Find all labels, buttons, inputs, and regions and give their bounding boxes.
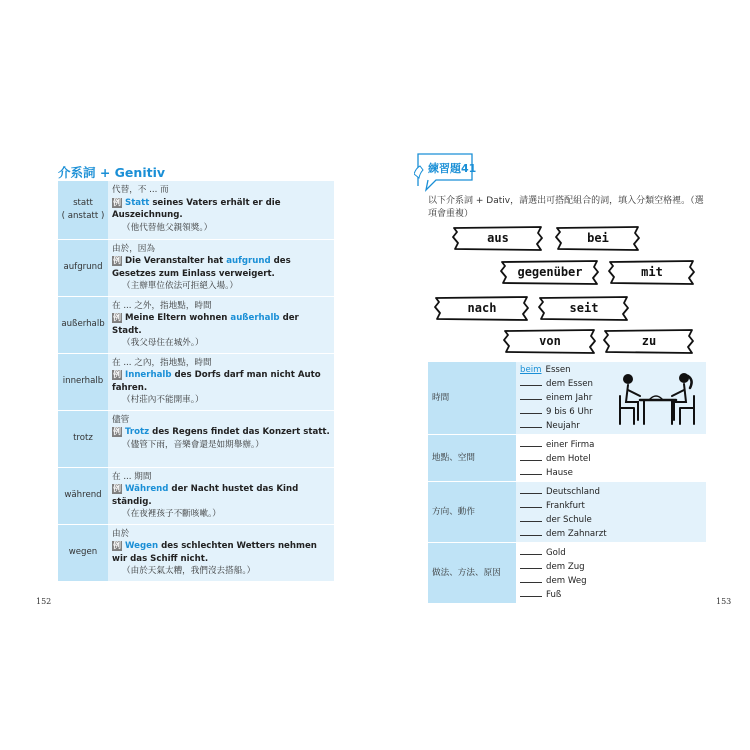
- word-text: mit: [641, 265, 663, 279]
- translation: （他代替他父親領獎。）: [122, 222, 213, 233]
- preposition-row: [58, 467, 334, 524]
- filled-answer: beim: [520, 365, 542, 375]
- blank-slot: [520, 545, 702, 559]
- preposition: innerhalb: [62, 376, 104, 387]
- preposition: wegen: [68, 547, 98, 558]
- preposition-content: [108, 524, 334, 581]
- category-slots: [516, 482, 706, 543]
- meaning: 在 ... 之內，指地點，時間: [112, 357, 212, 368]
- example-before: Meine Eltern wohnen: [125, 313, 231, 323]
- meaning: 代替，不 ... 而: [112, 185, 169, 195]
- word-text: aus: [487, 231, 509, 245]
- example-label: 例: [113, 484, 121, 493]
- blank-line[interactable]: [520, 587, 542, 597]
- category-row: [428, 362, 706, 435]
- preposition-cell: [58, 467, 108, 524]
- preposition-cell: [58, 410, 108, 467]
- preposition-content: [108, 239, 334, 296]
- preposition-cell: [58, 181, 108, 239]
- blank-line[interactable]: [520, 484, 542, 494]
- slot-text: Fuß: [546, 590, 562, 600]
- example-sentence: [112, 369, 330, 394]
- blank-line[interactable]: [520, 512, 542, 522]
- preposition-row: [58, 181, 334, 239]
- genitiv-preposition-table: [58, 181, 334, 582]
- translation: （儘管下雨，音樂會還是如期舉辦。）: [122, 439, 264, 450]
- example-label: 例: [113, 541, 121, 550]
- example-label: 例: [113, 256, 121, 265]
- preposition-cell: [58, 296, 108, 353]
- example-sentence: [112, 483, 330, 508]
- preposition-row: [58, 353, 334, 410]
- slot-text: einem Jahr: [546, 393, 593, 403]
- preposition: während: [64, 490, 102, 501]
- word-text: bei: [587, 231, 609, 245]
- meaning: 儘管: [112, 414, 130, 425]
- word-tape-label: [500, 259, 600, 286]
- translation: （由於天氣太糟，我們沒去搭船。）: [122, 566, 256, 576]
- example-highlight: Trotz: [125, 427, 150, 437]
- category-label: 時間: [428, 362, 516, 435]
- category-row: [428, 543, 706, 604]
- blank-slot: [520, 526, 702, 540]
- blank-line[interactable]: [520, 545, 542, 555]
- word-tape-label: [452, 225, 544, 252]
- exercise-instruction: 以下介系詞 + Dativ，請選出可搭配組合的詞，填入分類空格裡。（選項會重複）: [428, 196, 704, 219]
- meaning: 由於: [112, 528, 130, 539]
- blank-line[interactable]: [520, 526, 542, 536]
- slot-text: dem Zahnarzt: [546, 529, 607, 539]
- blank-slot: [520, 587, 702, 601]
- word-tape-label: [608, 259, 696, 286]
- example-highlight: Innerhalb: [125, 370, 172, 380]
- category-label: 方向、動作: [428, 482, 516, 543]
- blank-slot: [520, 437, 702, 451]
- preposition-content: [108, 410, 334, 467]
- blank-slot: [520, 573, 702, 587]
- slot-text: 9 bis 6 Uhr: [546, 407, 593, 417]
- category-label: 地點、空間: [428, 435, 516, 482]
- blank-slot: [520, 484, 702, 498]
- example-label: 例: [113, 313, 121, 322]
- blank-slot: [520, 465, 702, 479]
- preposition-content: [108, 353, 334, 410]
- example-sentence: [112, 312, 330, 337]
- preposition-cell: [58, 239, 108, 296]
- example-after: des schlechten Wetters nehmen wir das Schiff nicht.: [112, 541, 317, 564]
- example-highlight: Wegen: [125, 541, 159, 551]
- slot-text: Frankfurt: [546, 501, 585, 511]
- preposition-cell: [58, 524, 108, 581]
- preposition-row: [58, 410, 334, 467]
- preposition-row: [58, 524, 334, 581]
- preposition: trotz: [73, 433, 93, 444]
- category-table: [428, 362, 706, 604]
- preposition: außerhalb: [61, 319, 105, 330]
- dining-couple-illustration: [616, 370, 698, 428]
- blank-line[interactable]: [520, 390, 542, 400]
- blank-line[interactable]: [520, 404, 542, 414]
- slot-text: der Schule: [546, 515, 592, 525]
- blank-line[interactable]: [520, 418, 542, 428]
- category-row: [428, 482, 706, 543]
- word-tape-label: [434, 295, 530, 322]
- example-after: der Nacht hustet das Kind ständig.: [112, 484, 299, 507]
- category-label: 做法、方法、原因: [428, 543, 516, 604]
- blank-slot: [520, 512, 702, 526]
- slot-text: Deutschland: [546, 487, 600, 497]
- word-text: seit: [569, 301, 599, 315]
- example-label: 例: [113, 427, 121, 436]
- example-sentence: [112, 540, 330, 565]
- example-sentence: [112, 255, 330, 280]
- slot-text: Hause: [546, 468, 573, 478]
- example-sentence: [112, 197, 330, 222]
- translation: （主辦單位依法可拒絕入場。）: [122, 281, 239, 291]
- meaning: 在 ... 期間: [112, 471, 152, 482]
- example-after: des Dorfs darf man nicht Auto fahren.: [112, 370, 321, 393]
- example-after: des Gesetzes zum Einlass verweigert.: [112, 256, 291, 279]
- page-number-right: 153: [716, 597, 732, 606]
- slot-text: dem Weg: [546, 576, 587, 586]
- category-slots: [516, 362, 706, 435]
- category-slots: [516, 435, 706, 482]
- example-after: des Regens findet das Konzert statt.: [149, 427, 330, 437]
- preposition-row: [58, 296, 334, 353]
- word-tape-label: [603, 328, 695, 355]
- blank-slot: [520, 559, 702, 573]
- preposition-content: [108, 296, 334, 353]
- preposition-cell: [58, 353, 108, 410]
- exercise-title: 練習題41: [428, 162, 477, 175]
- word-text: zu: [641, 334, 657, 348]
- slot-text: dem Zug: [546, 562, 585, 572]
- category-row: [428, 435, 706, 482]
- meaning: 由於，因為: [112, 243, 155, 254]
- preposition-content: [108, 181, 334, 239]
- slot-text: Essen: [545, 365, 571, 375]
- blank-line[interactable]: [520, 498, 542, 508]
- preposition: aufgrund: [63, 262, 103, 273]
- blank-slot: [520, 498, 702, 512]
- slot-text: dem Essen: [546, 379, 593, 389]
- word-tape-label: [503, 328, 597, 355]
- word-text: von: [539, 334, 561, 348]
- word-text: nach: [467, 301, 497, 315]
- slot-text: Gold: [546, 548, 566, 558]
- example-label: 例: [113, 370, 121, 379]
- preposition-row: [58, 239, 334, 296]
- example-label: 例: [113, 197, 121, 207]
- section-title: 介系詞 + Genitiv: [58, 165, 166, 180]
- example-highlight: außerhalb: [230, 313, 280, 323]
- category-slots: [516, 543, 706, 604]
- blank-line[interactable]: [520, 559, 542, 569]
- meaning: 在 ... 之外，指地點，時間: [112, 300, 212, 311]
- example-after: der Stadt.: [112, 313, 299, 336]
- translation: （在夜裡孩子不斷咳嗽。）: [122, 509, 221, 519]
- page-number-left: 152: [36, 597, 52, 606]
- translation: （我父母住在城外。）: [122, 338, 204, 348]
- blank-line[interactable]: [520, 437, 542, 447]
- example-highlight: Statt: [125, 197, 150, 208]
- slot-text: dem Hotel: [546, 454, 591, 464]
- example-after: seines Vaters erhält er die Auszeichnung.: [112, 197, 281, 220]
- example-highlight: aufgrund: [226, 256, 271, 266]
- blank-line[interactable]: [520, 376, 542, 386]
- preposition: statt: [73, 198, 93, 209]
- blank-line[interactable]: [520, 573, 542, 583]
- preposition-content: [108, 467, 334, 524]
- example-highlight: Während: [125, 484, 169, 494]
- blank-line[interactable]: [520, 451, 542, 461]
- blank-slot: [520, 451, 702, 465]
- slot-text: Neujahr: [546, 421, 580, 431]
- slot-text: einer Firma: [546, 440, 595, 450]
- translation: （村莊內不能開車。）: [122, 395, 204, 405]
- example-before: Die Veranstalter hat: [125, 256, 227, 266]
- blank-line[interactable]: [520, 465, 542, 475]
- preposition-alt: ( anstatt ): [61, 210, 105, 221]
- word-tape-label: [555, 225, 641, 252]
- example-sentence: [112, 426, 330, 439]
- word-text: gegenüber: [517, 265, 583, 279]
- word-tape-label: [538, 295, 630, 322]
